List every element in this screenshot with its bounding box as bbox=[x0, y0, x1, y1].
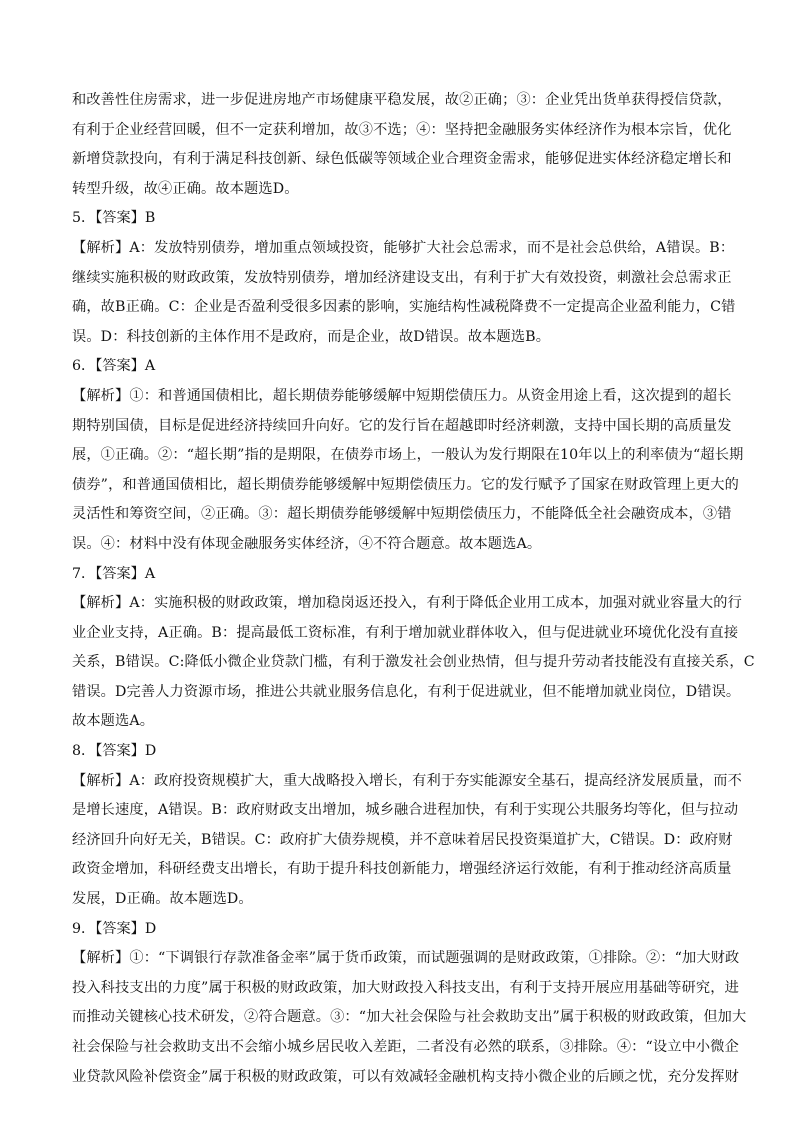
text-line: 债券”，和普通国债相比，超长期债券能够缓解中短期偿债压力。它的发行赋予了国家在财政管理上更大的 bbox=[72, 476, 739, 493]
text-line: 业贷款风险补偿资金”属于积极的财政政策，可以有效减轻金融机构支持小微企业的后顾之忧，充分发挥财 bbox=[72, 1068, 739, 1085]
text-line: 转型升级，故④正确。故本题选D。 bbox=[72, 180, 299, 197]
text-line: 【解析】A：政府投资规模扩大，重大战略投入增长，有利于夯实能源安全基石，提高经济发展质量，而不 bbox=[72, 772, 742, 789]
paragraph-continuation bbox=[72, 86, 732, 204]
text-line: 发展，D正确。故本题选D。 bbox=[72, 891, 253, 908]
text-line: 【解析】①：“下调银行存款准备金率”属于货币政策，而试题强调的是财政政策，①排除。②：“加大财政 bbox=[72, 950, 740, 967]
text-line: 政资金增加，科研经费支出增长，有助于提升科技创新能力，增强经济运行效能，有利于推动经济高质量 bbox=[72, 861, 732, 878]
text-line: 灵活性和筹资空间，②正确。③：超长期债券能够缓解中短期偿债压力，不能降低全社会融资成本，③错 bbox=[72, 506, 732, 523]
text-line: 期特别国债，目标是促进经济持续回升向好。它的发行旨在超越即时经济刺激，支持中国长期的高质量发 bbox=[72, 417, 732, 434]
analysis-paragraph-6 bbox=[72, 382, 744, 560]
answer-heading-5: 5．【答案】B bbox=[72, 210, 156, 227]
text-line: 故本题选A。 bbox=[72, 713, 155, 730]
text-line: 关系，B错误。C:降低小微企业贷款门槛，有利于激发社会创业热情，但与提升劳动者技能没有直接关系，C bbox=[72, 654, 755, 671]
document-page bbox=[72, 86, 755, 1092]
text-line: 错误。D完善人力资源市场，推进公共就业服务信息化，有利于促进就业，但不能增加就业岗位，D错误。 bbox=[72, 683, 741, 700]
text-line: 和改善性住房需求，进一步促进房地产市场健康平稳发展，故②正确；③：企业凭出货单获得授信贷款， bbox=[72, 92, 732, 108]
text-line: 【解析】A：发放特别债券，增加重点领域投资，能够扩大社会总需求，而不是社会总供给，A错误。B： bbox=[72, 239, 735, 256]
answer-heading-8: 8．【答案】D bbox=[72, 743, 157, 760]
analysis-paragraph-8 bbox=[72, 767, 742, 915]
text-line: 展，①正确。②：“超长期”指的是期限，在债券市场上，一般认为发行期限在10年以上的利率债为“超长期 bbox=[72, 447, 744, 464]
text-line: 社会保险与社会救助支出不会缩小城乡居民收入差距，二者没有必然的联系，③排除。④：“设立中小微企 bbox=[72, 1039, 739, 1055]
text-line: 业企业支持，A正确。B：提高最低工资标准，有利于增加就业群体收入，但与促进就业环境优化没有直接 bbox=[72, 624, 739, 641]
text-line: 经济回升向好无关，B错误。C：政府扩大债券规模，并不意味着居民投资渠道扩大，C错误。D：政府财 bbox=[72, 831, 733, 848]
answer-heading-6: 6．【答案】A bbox=[72, 358, 156, 375]
text-line: 投入科技支出的力度”属于积极的财政政策，加大财政投入科技支出，有利于支持开展应用基础等研究，进 bbox=[72, 979, 739, 996]
analysis-paragraph-7 bbox=[72, 589, 755, 737]
analysis-paragraph-5 bbox=[72, 234, 736, 352]
text-line: 有利于企业经营回暖，但不一定获利增加，故③不选；④：坚持把金融服务实体经济作为根本宗旨，优化 bbox=[72, 121, 732, 138]
text-line: 新增贷款投向，有利于满足科技创新、绿色低碳等领域企业合理资金需求，能够促进实体经济稳定增长和 bbox=[72, 151, 732, 168]
answer-heading-7: 7．【答案】A bbox=[72, 565, 156, 582]
text-line: 确，故B正确。C：企业是否盈利受很多因素的影响，实施结构性减税降费不一定提高企业盈利能力，C错 bbox=[72, 299, 736, 316]
answer-heading-9: 9．【答案】D bbox=[72, 920, 157, 937]
text-line: 【解析】①：和普通国债相比，超长期债券能够缓解中短期偿债压力。从资金用途上看，这次提到的超长 bbox=[72, 387, 732, 404]
text-line: 误。D：科技创新的主体作用不是政府，而是企业，故D错误。故本题选B。 bbox=[72, 328, 551, 345]
text-line: 是增长速度，A错误。B：政府财政支出增加，城乡融合进程加快，有利于实现公共服务均等化，但与拉动 bbox=[72, 802, 739, 819]
text-line: 【解析】A：实施积极的财政政策，增加稳岗返还投入，有利于降低企业用工成本，加强对就业容量大的行 bbox=[72, 595, 742, 612]
analysis-paragraph-9 bbox=[72, 944, 747, 1092]
text-line: 而推动关键核心技术研发，②符合题意。③：“加大社会保险与社会救助支出”属于积极的财政政策，但加大 bbox=[72, 1009, 747, 1026]
text-line: 误。④：材料中没有体现金融服务实体经济，④不符合题意。故本题选A。 bbox=[72, 535, 542, 552]
text-line: 继续实施积极的财政政策，发放特别债券，增加经济建设支出，有利于扩大有效投资，刺激社会总需求正 bbox=[72, 269, 732, 286]
